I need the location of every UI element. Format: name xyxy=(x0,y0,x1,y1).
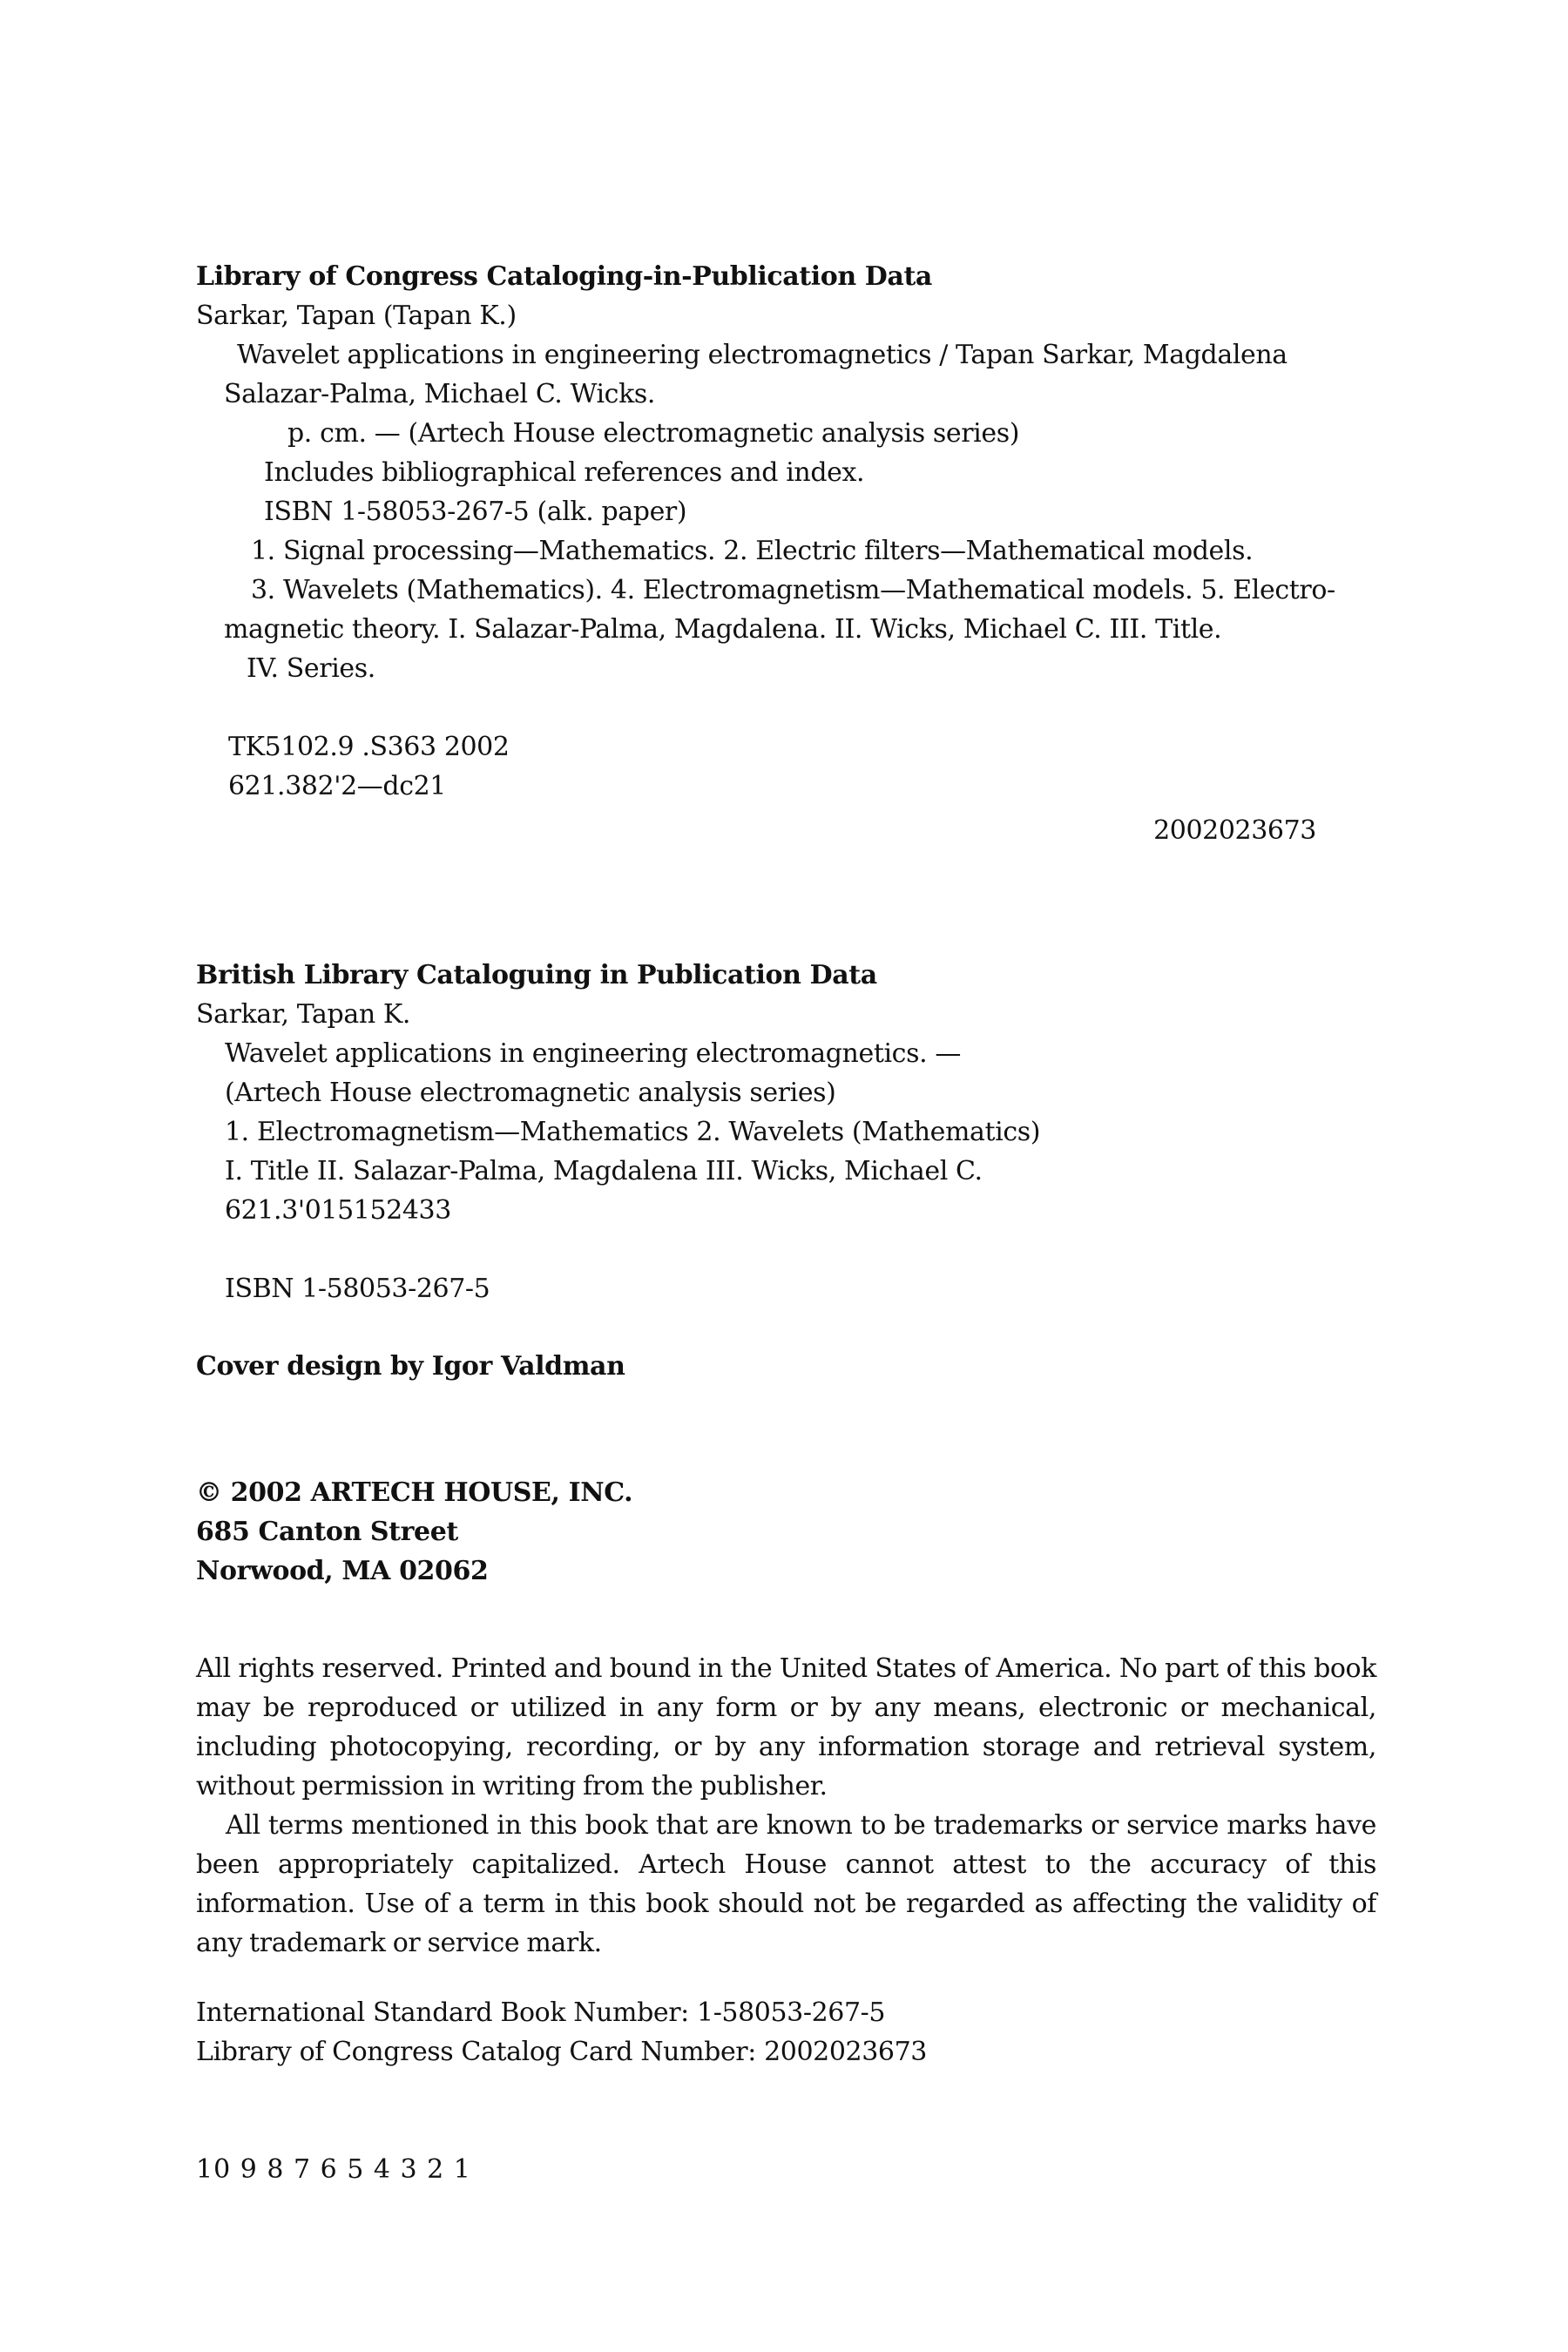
loc-lccn: 2002023673 xyxy=(1153,815,1316,846)
bl-subjects-line-2: I. Title II. Salazar-Palma, Magdalena III. Wicks, Michael C. xyxy=(225,1156,983,1186)
loc-subjects-line-1: 1. Signal processing—Mathematics. 2. Electric filters—Mathematical models. xyxy=(251,536,1254,566)
bl-heading: British Library Cataloguing in Publication Data xyxy=(196,960,877,990)
loc-isbn: ISBN 1-58053-267-5 (alk. paper) xyxy=(264,497,687,527)
bl-author: Sarkar, Tapan K. xyxy=(196,999,411,1030)
loc-includes: Includes bibliographical references and index. xyxy=(264,457,865,488)
isbn-line: International Standard Book Number: 1-58053-267-5 xyxy=(196,1997,886,2028)
lccn-line: Library of Congress Catalog Card Number: 2002023673 xyxy=(196,2037,927,2067)
rights-paragraph-1: All rights reserved. Printed and bound in the United States of America. No part of this book may be reproduced or utilized in any form or by any means, electronic or mechanical, including photocopying, recording, or by any information storage and retrieval system, without permission in writing from the publisher. xyxy=(196,1653,1376,1801)
loc-author: Sarkar, Tapan (Tapan K.) xyxy=(196,301,517,331)
loc-subjects-line-3: magnetic theory. I. Salazar-Palma, Magdalena. II. Wicks, Michael C. III. Title. xyxy=(224,614,1222,645)
bl-title-line-2: (Artech House electromagnetic analysis series) xyxy=(225,1078,836,1108)
loc-title-line-1: Wavelet applications in engineering electromagnetics / Tapan Sarkar, Magdalena xyxy=(237,340,1288,370)
rights-paragraph-2 xyxy=(196,1806,1376,1963)
loc-title-line-2: Salazar-Palma, Michael C. Wicks. xyxy=(224,379,655,409)
loc-subjects-line-2: 3. Wavelets (Mathematics). 4. Electromagnetism—Mathematical models. 5. Electro- xyxy=(251,575,1335,605)
loc-heading: Library of Congress Cataloging-in-Publication Data xyxy=(196,261,932,292)
publisher-street: 685 Canton Street xyxy=(196,1517,458,1547)
publisher-city: Norwood, MA 02062 xyxy=(196,1556,489,1586)
loc-subjects-line-4: IV. Series. xyxy=(247,653,375,684)
loc-dewey: 621.382'2—dc21 xyxy=(228,771,446,801)
copyright-line: © 2002 ARTECH HOUSE, INC. xyxy=(196,1477,633,1508)
bl-isbn: ISBN 1-58053-267-5 xyxy=(225,1274,490,1304)
bl-classification: 621.3'015152433 xyxy=(225,1195,451,1226)
bl-subjects-line-1: 1. Electromagnetism—Mathematics 2. Wavelets (Mathematics) xyxy=(225,1117,1041,1147)
loc-call-number: TK5102.9 .S363 2002 xyxy=(228,732,510,762)
rights-paragraph-2-text: All terms mentioned in this book that are known to be trademarks or service marks have been appropriately capitalized. Artech House cannot attest to the accuracy of this information. Use of a term in this book should not be regarded as affecting the validity of any trademark or service mark. xyxy=(196,1810,1376,1958)
printing-line: 10 9 8 7 6 5 4 3 2 1 xyxy=(196,2154,471,2185)
loc-pages: p. cm. — (Artech House electromagnetic analysis series) xyxy=(287,418,1020,449)
cover-credit: Cover design by Igor Valdman xyxy=(196,1351,625,1382)
bl-title-line-1: Wavelet applications in engineering electromagnetics. — xyxy=(225,1038,961,1069)
